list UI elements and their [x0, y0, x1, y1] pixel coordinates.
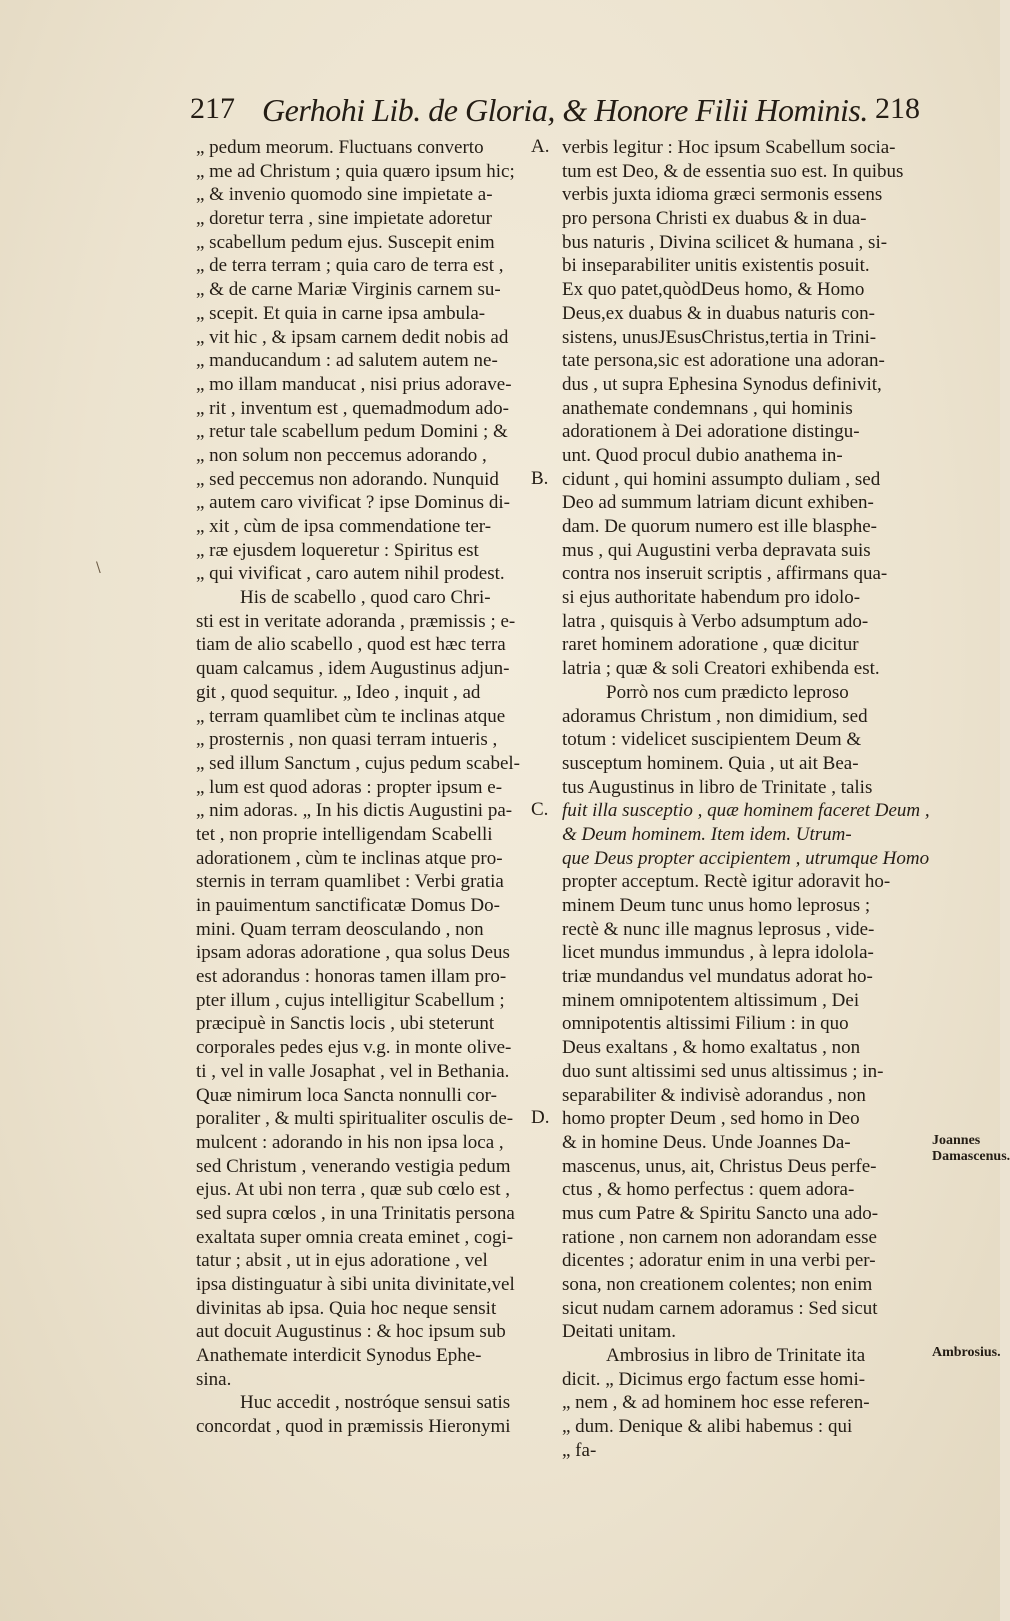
text-line: „ & invenio quomodo sine impietate a- [196, 184, 493, 206]
text-line: „ lum est quod adoras : propter ipsum e- [196, 776, 503, 798]
text-line: Porrò nos cum prædicto leproso [606, 681, 849, 703]
text-line: sed supra cœlos , in una Trinitatis persona [196, 1202, 515, 1224]
text-line: divinitas ab ipsa. Quia hoc neque sensit [196, 1297, 497, 1319]
text-line: mini. Quam terram deosculando , non [196, 918, 484, 940]
text-line: adorationem , cùm te inclinas atque pro- [196, 847, 503, 869]
text-line: ti , vel in valle Josaphat , vel in Bethania. [196, 1060, 510, 1082]
text-line: fuit illa susceptio , quæ hominem faceret Deum , [562, 800, 930, 822]
text-line: latra , quisquis à Verbo adsumptum ado- [562, 610, 869, 632]
text-line: & in homine Deus. Unde Joannes Da- [562, 1131, 851, 1153]
text-line: dam. De quorum numero est ille blasphe- [562, 516, 878, 537]
text-line: ctus , & homo perfectus : quem adora- [562, 1179, 855, 1201]
text-line: præcipuè in Sanctis locis , ubi steterunt [196, 1013, 495, 1035]
text-line: triæ mundandus vel mundatus adorat ho- [562, 966, 873, 988]
text-line: omnipotentis altissimi Filium : in quo [562, 1013, 849, 1035]
text-line: pro persona Christi ex duabus & in dua- [562, 208, 867, 230]
text-line: „ me ad Christum ; quia quæro ipsum hic; [196, 160, 515, 182]
text-line: Deitati unitam. [562, 1321, 676, 1343]
text-line: aut docuit Augustinus : & hoc ipsum sub [196, 1321, 506, 1343]
text-line: „ & de carne Mariæ Virginis carnem su- [196, 279, 501, 301]
text-line: „ ræ ejusdem loqueretur : Spiritus est [196, 539, 479, 561]
text-line: sed Christum , venerando vestigia pedum [196, 1155, 511, 1177]
page-header [190, 92, 920, 136]
text-line: „ vit hic , & ipsam carnem dedit nobis ad [196, 326, 509, 348]
text-line: „ de terra terram ; quia caro de terra est , [196, 255, 504, 277]
margin-note-joannes-damascenus: Joannes Damascenus. [932, 1133, 1010, 1164]
text-line: rectè & nunc ille magnus leprosus , vide- [562, 918, 875, 940]
text-line: „ non solum non peccemus adorando , [196, 444, 487, 466]
text-line: tum est Deo, & de essentia suo est. In quibus [562, 160, 904, 182]
text-line: sistens, unusJEsusChristus,tertia in Trini- [562, 326, 877, 348]
text-line: que Deus propter accipientem , utrumque Homo [562, 847, 930, 869]
text-line: tate persona,sic est adoratione una adoran- [562, 350, 885, 372]
text-line: mascenus, unus, ait, Christus Deus perfe- [562, 1155, 877, 1177]
text-line: verbis juxta idioma græci sermonis essens [562, 184, 883, 206]
text-line: bus naturis , Divina scilicet & humana , si- [562, 231, 888, 253]
text-line: susceptum hominem. Quia , ut ait Bea- [562, 752, 859, 774]
text-line: tiam de alio scabello , quod est hæc terra [196, 634, 506, 656]
text-line: mus , qui Augustini verba depravata suis [562, 539, 871, 561]
text-line: sona, non creationem colentes; non enim [562, 1274, 873, 1295]
text-line: adorationem à Dei adoratione distingu- [562, 421, 860, 443]
text-line: „ nem , & ad hominem hoc esse referen- [562, 1392, 870, 1414]
text-line: „ mo illam manducat , nisi prius adorave- [196, 373, 512, 395]
text-line: tus Augustinus in libro de Trinitate , talis [562, 776, 873, 798]
text-line: mulcent : adorando in his non ipsa loca , [196, 1131, 504, 1153]
text-line: „ rit , inventum est , quemadmodum ado- [196, 397, 509, 419]
text-line: homo propter Deum , sed homo in Deo [562, 1108, 860, 1130]
text-line: dus , ut supra Ephesina Synodus definivit, [562, 373, 882, 395]
text-line: minem Deum tunc unus homo leprosus ; [562, 895, 871, 916]
text-line: dicentes ; adoratur enim in una verbi per- [562, 1250, 876, 1272]
text-line: git , quod sequitur. „ Ideo , inquit , ad [196, 681, 481, 703]
running-title: Gerhohi Lib. de Gloria, & Honore Filii Hominis. [262, 92, 868, 128]
page-number-right: 218 [875, 92, 920, 125]
text-line: concordat , quod in præmissis Hieronymi [196, 1416, 511, 1438]
text-line: mus cum Patre & Spiritu Sancto una ado- [562, 1202, 879, 1224]
text-line: „ sed peccemus non adorando. Nunquid [196, 468, 499, 490]
text-line: ratione , non carnem non adorandam esse [562, 1226, 877, 1248]
text-line: Ambrosius in libro de Trinitate ita [606, 1345, 866, 1367]
text-line: „ retur tale scabellum pedum Domini ; & [196, 421, 508, 443]
text-line: si ejus authoritate habendum pro idolo- [562, 587, 861, 609]
text-line: poraliter , & multi spiritualiter osculis de- [196, 1108, 514, 1130]
text-line: Deus,ex duabus & in duabus naturis con- [562, 302, 875, 324]
right-text-column [562, 136, 934, 1463]
text-line: Deo ad summum latriam dicunt exhiben- [562, 492, 874, 514]
text-line: „ fa- [562, 1439, 597, 1461]
text-line: „ terram quamlibet cùm te inclinas atque [196, 705, 506, 727]
text-line: dicit. „ Dicimus ergo factum esse homi- [562, 1368, 866, 1390]
text-line: cidunt , qui homini assumpto duliam , sed [562, 468, 881, 490]
text-line: „ manducandum : ad salutem autem ne- [196, 350, 498, 372]
text-line: anathemate condemnans , qui hominis [562, 397, 853, 419]
text-line: „ scabellum pedum ejus. Suscepit enim [196, 231, 495, 253]
text-line: tatur ; absit , ut in ejus adoratione , vel [196, 1250, 488, 1272]
text-line: Ex quo patet,quòdDeus homo, & Homo [562, 279, 865, 301]
text-line: adoramus Christum , non dimidium, sed [562, 705, 868, 727]
section-letter-d: D. [531, 1107, 550, 1128]
text-line: „ nim adoras. „ In his dictis Augustini pa- [196, 800, 513, 822]
text-line: „ scepit. Et quia in carne ipsa ambula- [196, 302, 486, 324]
text-line: Huc accedit , nostróque sensui satis [240, 1392, 511, 1414]
section-letter-a: A. [531, 136, 550, 157]
section-letter-c: C. [531, 799, 549, 820]
text-line: sina. [196, 1368, 232, 1390]
text-line: „ prosternis , non quasi terram intueris , [196, 729, 498, 751]
text-line: minem omnipotentem altissimum , Dei [562, 989, 860, 1011]
text-line: contra nos inseruit scriptis , affirmans qua- [562, 563, 888, 585]
text-line: est adorandus : honoras tamen illam pro- [196, 966, 507, 988]
text-line: verbis legitur : Hoc ipsum Scabellum socia- [562, 137, 896, 158]
text-line: in pauimentum sanctificatæ Domus Do- [196, 895, 500, 916]
text-line: & Deum hominem. Item idem. Utrum- [562, 823, 852, 845]
text-line: sti est in veritate adoranda , præmissis ; e- [196, 610, 516, 632]
text-line: latria ; quæ & soli Creatori exhibenda est. [562, 658, 880, 680]
left-text-column [196, 136, 548, 1439]
text-line: ipsam adoras adoratione , qua solus Deus [196, 942, 510, 964]
text-line: bi inseparabiliter unitis existentis posuit. [562, 255, 870, 277]
text-line: sicut nudam carnem adoramus : Sed sicut [562, 1297, 878, 1319]
text-line: raret hominem adoratione , quæ dicitur [562, 634, 859, 656]
text-line: Deus exaltans , & homo exaltatus , non [562, 1037, 861, 1059]
text-line: „ xit , cùm de ipsa commendatione ter- [196, 516, 492, 537]
margin-note-ambrosius: Ambrosius. [932, 1345, 1001, 1360]
text-line: tet , non proprie intelligendam Scabelli [196, 823, 493, 845]
text-line: sternis in terram quamlibet : Verbi gratia [196, 871, 504, 893]
text-line: unt. Quod procul dubio anathema in- [562, 444, 843, 466]
section-letter-b: B. [531, 468, 549, 489]
text-line: „ autem caro vivificat ? ipse Dominus di- [196, 492, 510, 514]
text-line: „ dum. Denique & alibi habemus : qui [562, 1416, 853, 1438]
text-line: propter acceptum. Rectè igitur adoravit ho- [562, 871, 891, 893]
text-line: His de scabello , quod caro Chri- [240, 587, 491, 609]
text-line: „ sed illum Sanctum , cujus pedum scabel- [196, 752, 520, 774]
ink-mark: \ [96, 560, 101, 576]
text-line: duo sunt altissimi sed unus altissimus ; in- [562, 1060, 884, 1082]
text-line: Quæ nimirum loca Sancta nonnulli cor- [196, 1084, 497, 1106]
text-line: ejus. At ubi non terra , quæ sub cœlo est , [196, 1179, 510, 1201]
text-line: totum : videlicet suscipientem Deum & [562, 729, 862, 751]
page-number-left: 217 [190, 92, 235, 125]
text-line: exaltata super omnia creata eminet , cogi- [196, 1226, 514, 1248]
text-line: separabiliter & indivisè adorandus , non [562, 1084, 866, 1106]
text-line: ipsa distinguatur à sibi unita divinitate,vel [196, 1274, 515, 1295]
text-line: „ pedum meorum. Fluctuans converto [196, 137, 484, 158]
text-line: quam calcamus , idem Augustinus adjun- [196, 658, 510, 680]
text-line: „ qui vivificat , caro autem nihil prodest. [196, 563, 505, 585]
text-line: corporales pedes ejus v.g. in monte olive- [196, 1037, 512, 1059]
text-line: Anathemate interdicit Synodus Ephe- [196, 1345, 482, 1367]
text-line: pter illum , cujus intelligitur Scabellum ; [196, 989, 505, 1011]
text-line: licet mundus immundus , à lepra idolola- [562, 942, 874, 964]
text-line: „ doretur terra , sine impietate adoretur [196, 208, 492, 230]
